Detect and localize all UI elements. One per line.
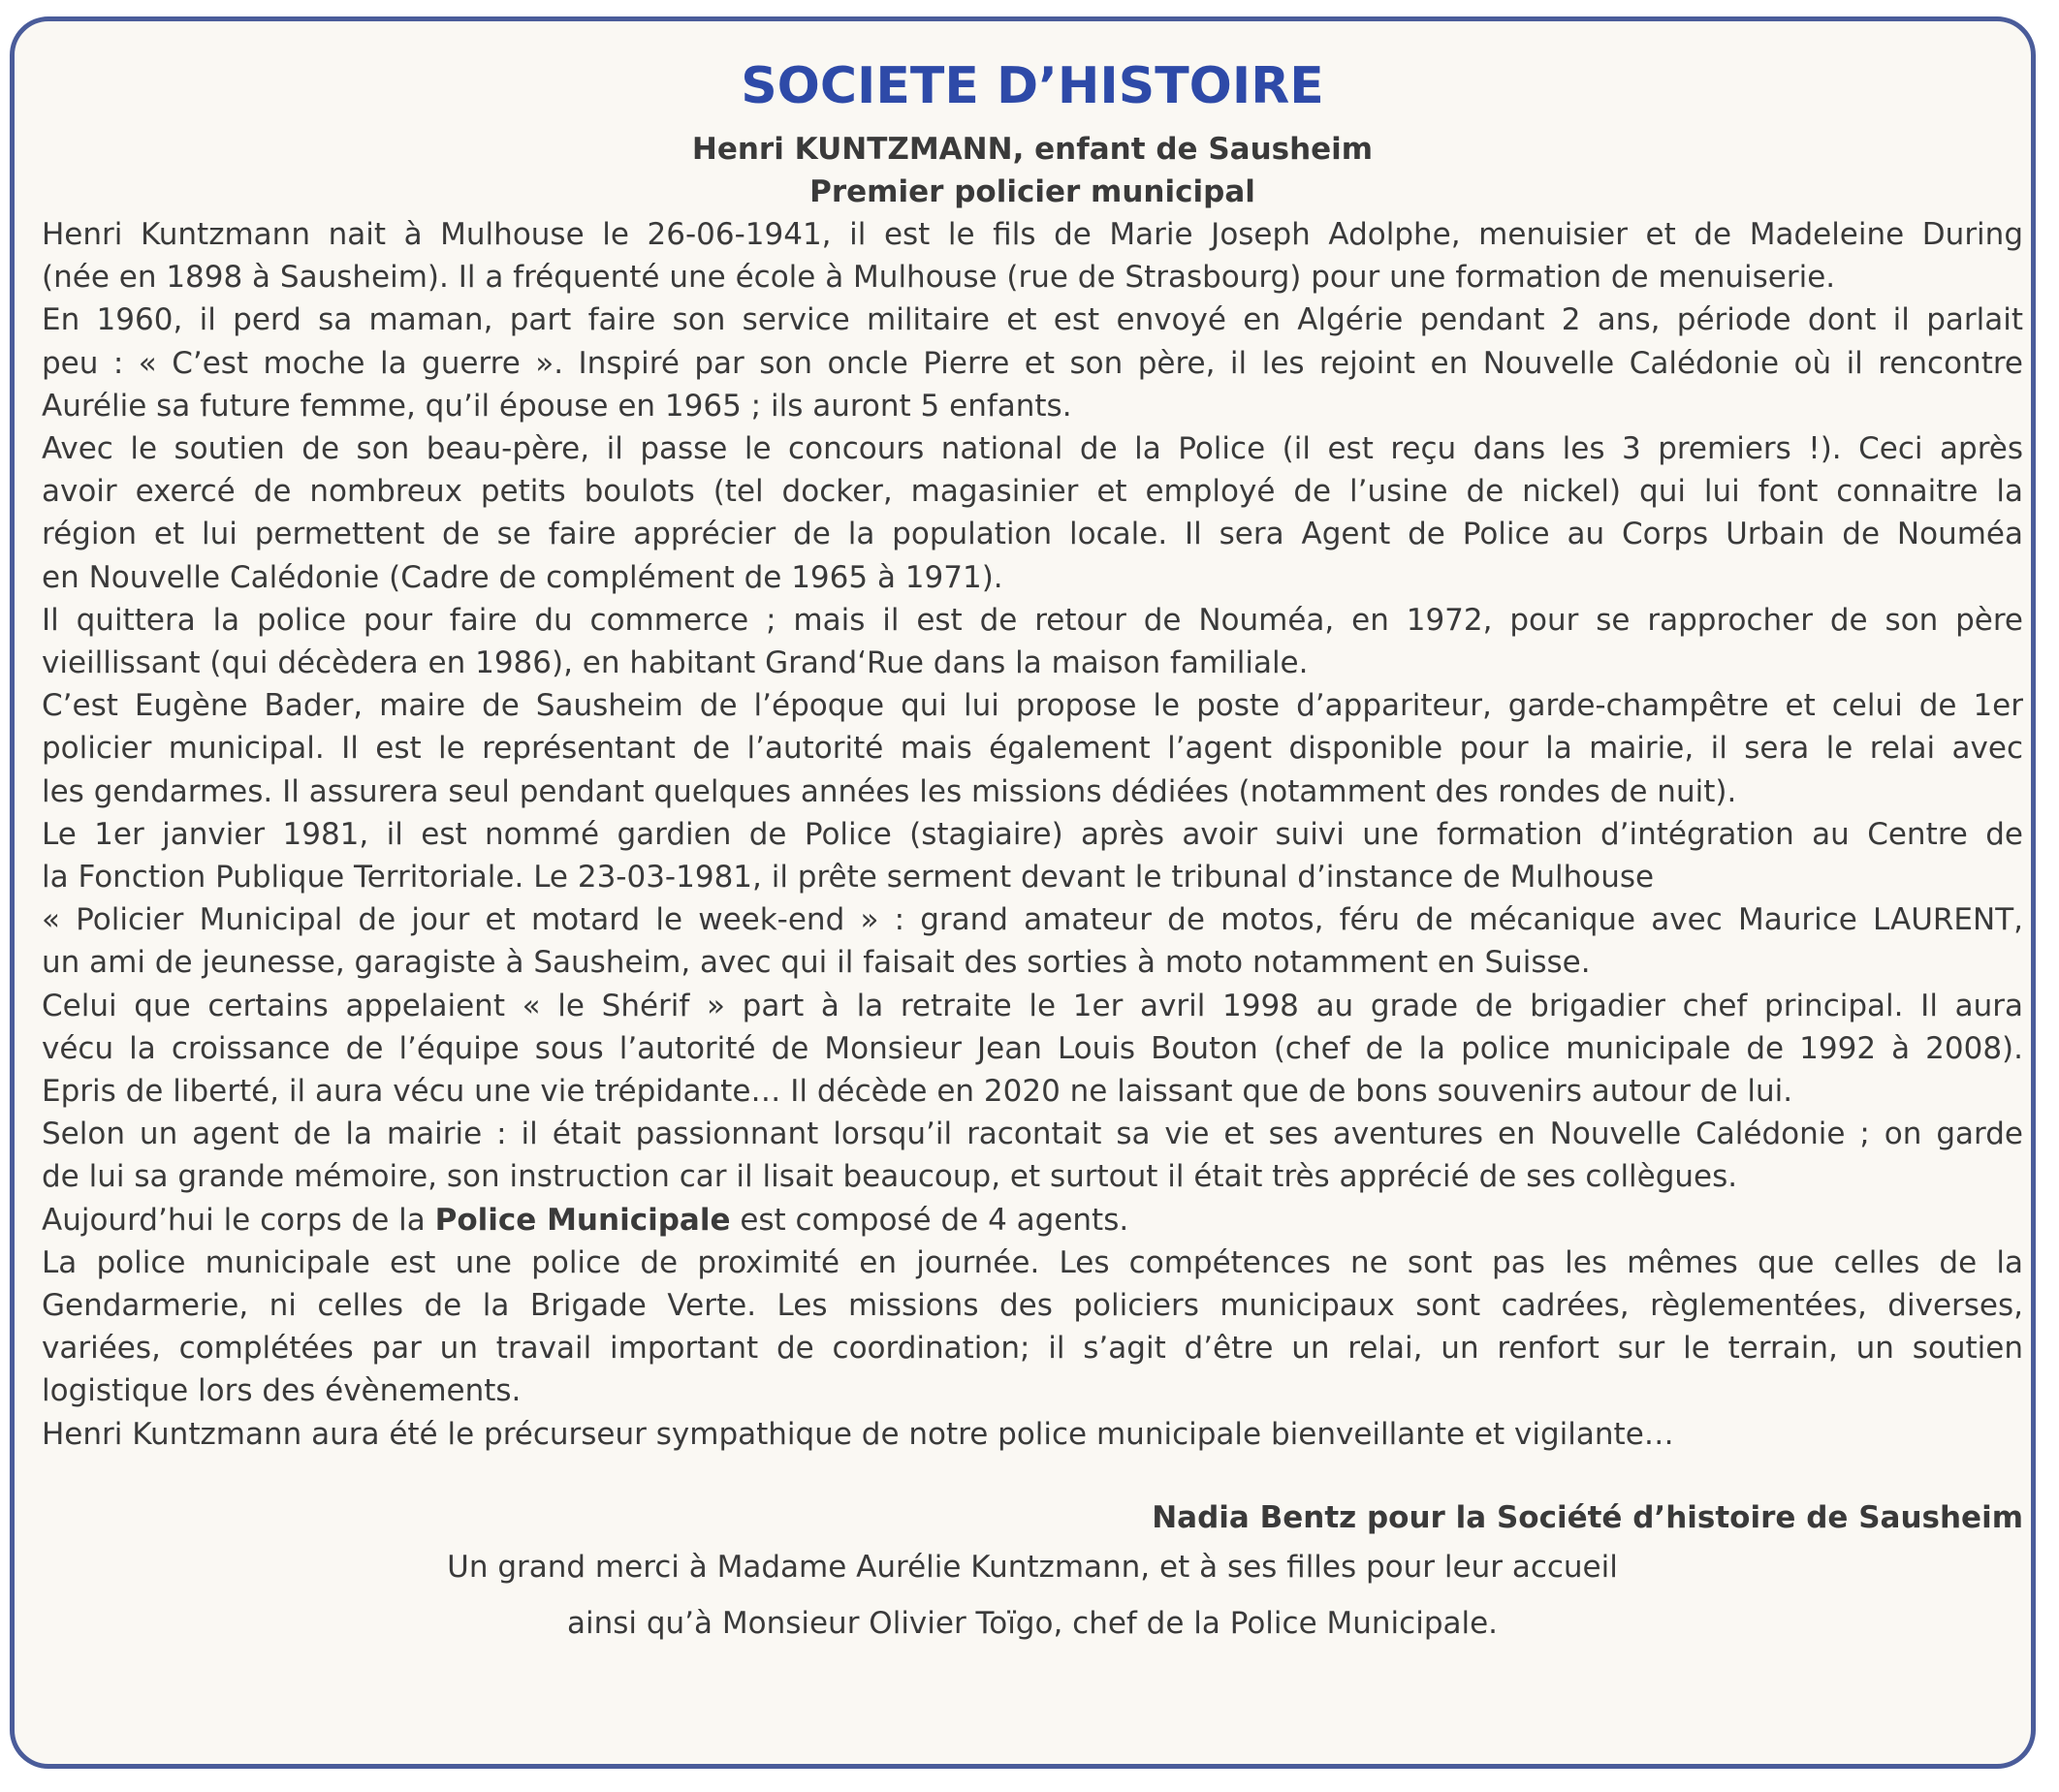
body-line: vécu la croissance de l’équipe sous l’autorité de Monsieur Jean Louis Bouton (chef de la police municipale de 1992 à 2008). [42,1030,2023,1066]
body-line: les gendarmes. Il assurera seul pendant quelques années les missions dédiées (notamment des rondes de nuit). [42,773,1737,809]
body-line: Selon un agent de la mairie : il était passionnant lorsqu’il racontait sa vie et ses aventures en Nouvelle Calédonie ; on garde [42,1116,2023,1152]
body-line: Gendarmerie, ni celles de la Brigade Verte. Les missions des policiers municipaux sont cadrées, règlementées, diverses, [42,1288,2023,1324]
article-subtitle-2: Premier policier municipal [809,174,1255,209]
body-line: logistique lors des évènements. [42,1373,522,1409]
body-line: C’est Eugène Bader, maire de Sausheim de l’époque qui lui propose le poste d’appariteur, garde-champêtre et celui de 1er [42,688,2023,724]
article-body [42,213,2023,1456]
body-line: Le 1er janvier 1981, il est nommé gardien de Police (stagiaire) après avoir suivi une formation d’intégration au Centre de [42,816,2023,852]
body-line: policier municipal. Il est le représentant de l’autorité mais également l’agent disponible pour la mairie, il sera le relai avec [42,731,2023,767]
body-line: un ami de jeunesse, garagiste à Sausheim, avec qui il faisait des sorties à moto notamment en Suisse. [42,945,1591,981]
body-line: Henri Kuntzmann aura été le précurseur sympathique de notre police municipale bienveillante et vigilante… [42,1416,1674,1452]
thanks-line-2: ainsi qu’à Monsieur Olivier Toïgo, chef de la Police Municipale. [566,1605,1499,1641]
police-line [42,1199,2023,1242]
body-line: vieillissant (qui décèdera en 1986), en habitant Grand‘Rue dans la maison familiale. [42,645,1309,681]
body-line: Henri Kuntzmann nait à Mulhouse le 26-06-1941, il est le fils de Marie Joseph Adolphe, menuisier et de Madeleine During [42,217,2023,252]
police-line-before: Aujourd’hui le corps de la [42,1202,435,1238]
author-signature: Nadia Bentz pour la Société d’histoire de Sausheim [1152,1499,2023,1535]
body-line: région et lui permettent de se faire apprécier de la population locale. Il sera Agent de Police au Corps Urbain de Nouméa [42,517,2023,552]
body-line: en Nouvelle Calédonie (Cadre de complément de 1965 à 1971). [42,559,1003,595]
body-line: Celui que certains appelaient « le Shérif » part à la retraite le 1er avril 1998 au grade de brigadier chef principal. Il aura [42,988,2023,1023]
thanks-line-1: Un grand merci à Madame Aurélie Kuntzmann, et à ses filles pour leur accueil [447,1549,1618,1585]
body-line: (née en 1898 à Sausheim). Il a fréquenté une école à Mulhouse (rue de Strasbourg) pour une formation de menuiserie. [42,260,1836,296]
police-municipale-emphasis: Police Municipale [434,1202,731,1238]
body-line: « Policier Municipal de jour et motard le week-end » : grand amateur de motos, féru de mécanique avec Maurice LAURENT, [42,902,2023,938]
body-line: Il quittera la police pour faire du commerce ; mais il est de retour de Nouméa, en 1972, pour se rapprocher de son père [42,602,2023,638]
body-line: Epris de liberté, il aura vécu une vie trépidante… Il décède en 2020 ne laissant que de bons souvenirs autour de lui. [42,1074,1793,1110]
body-line: Avec le soutien de son beau-père, il passe le concours national de la Police (il est reçu dans les 3 premiers !). Ceci après [42,431,2023,467]
body-line: variées, complétées par un travail important de coordination; il s’agit d’être un relai, un renfort sur le terrain, un soutien [42,1331,2023,1367]
body-line: la Fonction Publique Territoriale. Le 23-03-1981, il prête serment devant le tribunal d’instance de Mulhouse [42,860,1655,896]
police-line-after: est composé de 4 agents. [730,1202,1129,1238]
article-content [42,45,2023,1651]
body-line: de lui sa grande mémoire, son instruction car il lisait beaucoup, et surtout il était très apprécié de ses collègues. [42,1159,1738,1195]
article-title: SOCIETE D’HISTOIRE [741,57,1324,115]
body-line: peu : « C’est moche la guerre ». Inspiré par son oncle Pierre et son père, il les rejoint en Nouvelle Calédonie où il rencontre [42,345,2023,381]
body-line: En 1960, il perd sa maman, part faire son service militaire et est envoyé en Algérie pendant 2 ans, période dont il parlait [42,302,2023,338]
article-frame [10,16,2036,1769]
body-line: Aurélie sa future femme, qu’il épouse en 1965 ; ils auront 5 enfants. [42,388,1072,424]
body-line: La police municipale est une police de proximité en journée. Les compétences ne sont pas les mêmes que celles de la [42,1244,2023,1280]
article-subtitle-1: Henri KUNTZMANN, enfant de Sausheim [691,132,1374,167]
body-line: avoir exercé de nombreux petits boulots (tel docker, magasinier et employé de l’usine de nickel) qui lui font connaitre la [42,474,2023,510]
